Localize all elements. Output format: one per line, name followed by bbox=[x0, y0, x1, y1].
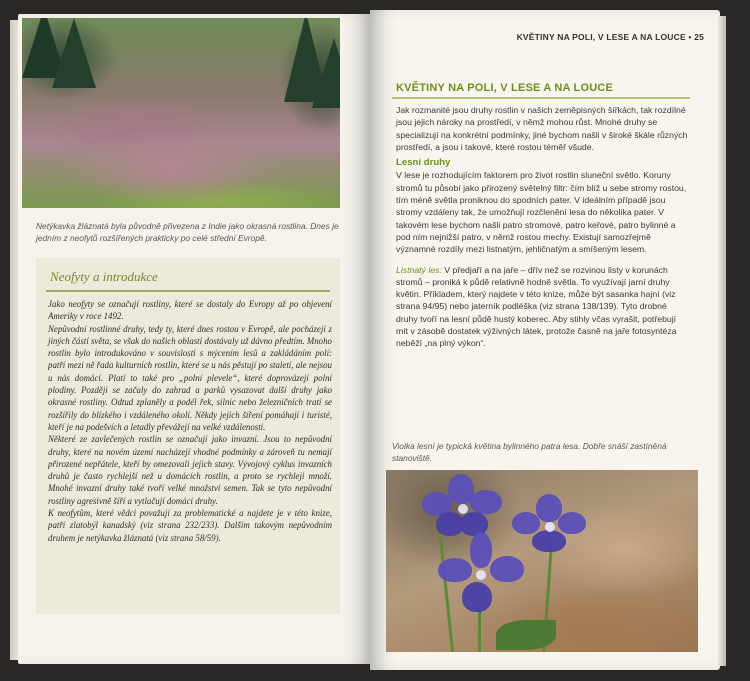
photo-impatiens-meadow bbox=[22, 18, 340, 208]
petal bbox=[512, 512, 540, 534]
petal bbox=[558, 512, 586, 534]
flower-center bbox=[545, 522, 555, 532]
intro-paragraph: Jak rozmanité jsou druhy rostlin v našich zeměpisných šířkách, tak rozdílné jsou jejich nároky na prostředí, v němž mohou růst. Mnohé druhy se specializují na konkrétní podmínky, jiné bychom našli v široké škále různých prostředí, a jsou i takové, které rostou téměř všude. bbox=[396, 105, 688, 152]
flower-center bbox=[458, 504, 468, 514]
leaf-shape bbox=[496, 620, 556, 650]
petal bbox=[438, 558, 472, 582]
deciduous-lead: Listnatý les: bbox=[396, 264, 442, 275]
box-title: Neofyty a introdukce bbox=[50, 269, 158, 284]
petal bbox=[490, 556, 524, 582]
deciduous-paragraph bbox=[396, 264, 690, 350]
right-body-text bbox=[396, 104, 690, 350]
petal bbox=[532, 530, 566, 552]
title-divider bbox=[392, 97, 690, 99]
forest-paragraph: V lese je rozhodujícím faktorem pro život rostlin sluneční světlo. Koruny stromů tu působí jako přirozený světelný filtr: čím blíž u sebe stromy rostou, tím méně světla proniknou do spodních pater. V ideálním případě jsou stromy vzdáleny tak, že umožňují rozčlenění lesa do několika pater. V takovém lese bychom našli patro stromové, patro keřové, patro bylinné a pod ním nejnižší patro, v němž rostou mechy. Existují samozřejmě významné rozdíly mezi listnatým, jehličnatým a smíšeným lesem. bbox=[396, 170, 687, 255]
deciduous-text: V předjaří a na jaře – dřív než se rozvinou listy v korunách stromů – proniká k půdě relativně hodně světla. To využívají jarní druhy květin. Příkladem, který najdete v této knize, může být sasanka hajní (viz strana 94/95) nebo jaterník podléška (viz strana 138/139). Tyto drobné druhy tvoří na lesní půdě hustý koberec. Aby stihly včas vyrašit, potřebují mít v zásobě dostatek výživných látek, protože časně na jaře fotosyntéza neběží „na plný výkon“. bbox=[396, 264, 677, 349]
subheading-forest-species: Lesní druhy bbox=[396, 157, 451, 169]
photo-wood-violet bbox=[386, 470, 698, 652]
right-page-edge bbox=[718, 16, 726, 666]
box-text bbox=[48, 298, 332, 544]
petal bbox=[462, 582, 492, 612]
photo-caption-left: Netýkavka žláznatá byla původně přivezena z Indie jako okrasná rostlina. Dnes je jedním z neofytů rozšířených prakticky po celé střední Evropě. bbox=[36, 221, 339, 243]
photo-caption-right: Violka lesní je typická květina bylinného patra lesa. Dobře snáší zastíněná stanoviště. bbox=[392, 441, 667, 463]
tree-shape bbox=[52, 18, 96, 88]
neophytes-info-box bbox=[36, 258, 340, 614]
petal bbox=[470, 490, 502, 514]
running-head: KVĚTINY NA POLI, V LESE A NA LOUCE • 25 bbox=[516, 32, 704, 42]
box-paragraph: Některé ze zavlečených rostlin se označují jako invazní. Jsou to nepůvodní druhy, které na novém území nacházejí vhodné podmínky a zároveň tu nemají přirozené nepřátele, kteří by omezovali jejich stavy. Vývojový cyklus invazních druhů je často rychlejší než u domácích rostlin, a proto se rychleji množí. Mnohé invazní druhy také tvoří velké množství semen. Tak se tyto nepůvodní rostliny agresivně šíří a vytlačují domácí druhy. bbox=[48, 434, 332, 506]
tree-shape bbox=[312, 38, 340, 108]
box-paragraph: Nepůvodní rostlinné druhy, tedy ty, které dnes rostou v Evropě, ale pocházejí z jiných částí světa, se však do našich oblastí dostávaly už dávno předtím. Mnoho rostlin bylo introdukováno v souvislosti s mýcením lesů a zakládáním polí: patří mezi ně řada kulturních rostlin, které se u nás pěstují po staletí, ale nejsou u nás domácí. Platí to také pro „polní plevele“, které doprovázejí polní plodiny. Později se začaly do zahrad a parků vysazovat další druhy jako okrasné rostliny. Odtud zplaněly a podél řek, silnic nebo železničních tratí se rozšířily do blízkého i vzdáleného okolí. Někdy jejich šíření pomáhají i turisté, kteří je na podešvích a letadly převážejí na velké vzdálenosti. bbox=[48, 323, 332, 432]
petal bbox=[470, 532, 492, 568]
box-paragraph: K neofytům, které vědci považují za problematické a najdete je v této knize, patří zlatobýl kanadský (viz strana 232/233). Dalším takovým nepůvodním druhem je netýkavka žláznatá (viz strana 58/59). bbox=[48, 508, 332, 543]
violet-flower bbox=[434, 532, 524, 622]
flower-center bbox=[476, 570, 486, 580]
chapter-title: KVĚTINY NA POLI, V LESE A NA LOUCE bbox=[396, 82, 614, 94]
box-paragraph: Jako neofyty se označují rostliny, které se dostaly do Evropy až po objevení Ameriky v roce 1492. bbox=[48, 299, 332, 322]
violet-flower bbox=[512, 494, 602, 584]
box-divider bbox=[46, 290, 330, 292]
